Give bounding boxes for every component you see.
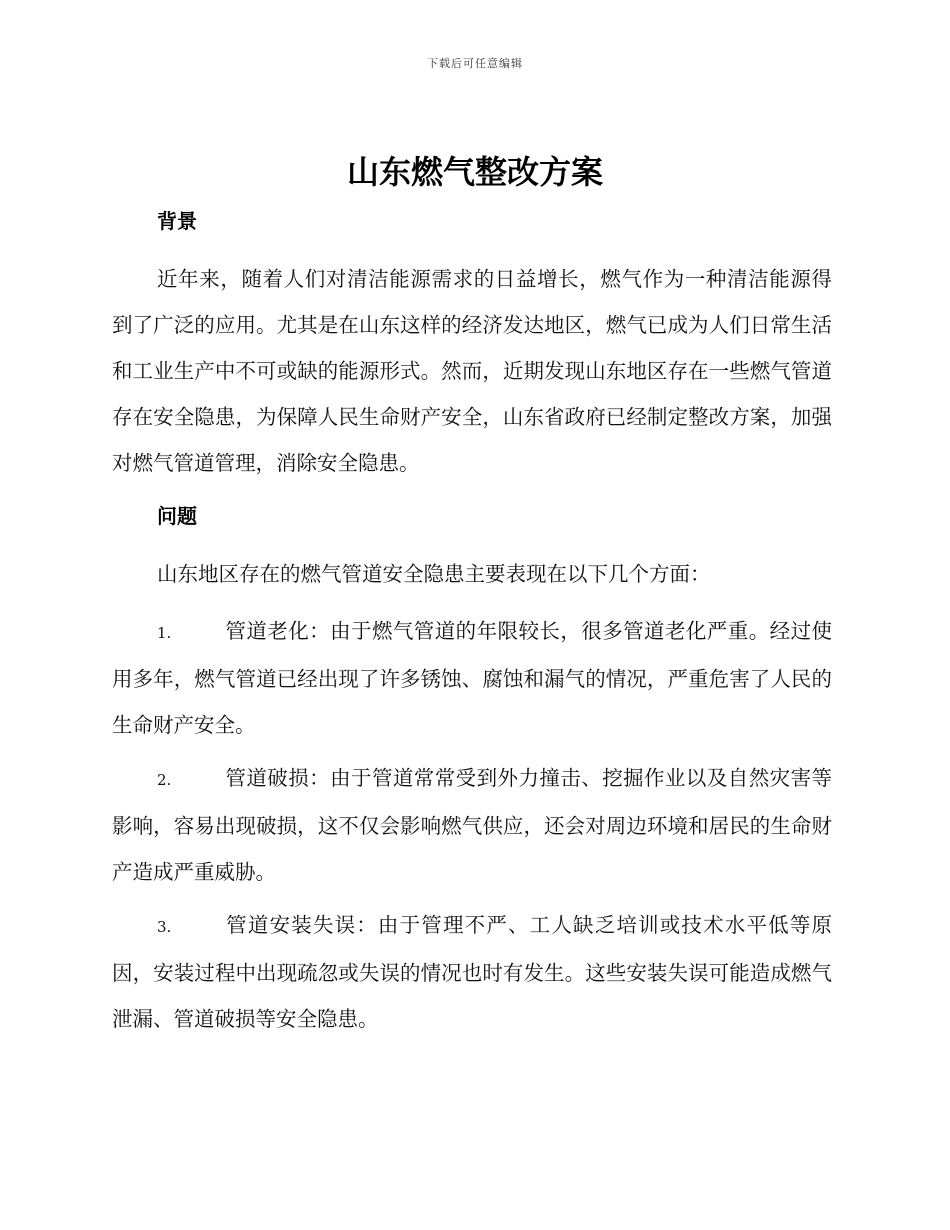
background-paragraph: 近年来，随着人们对清洁能源需求的日益增长，燃气作为一种清洁能源得到了广泛的应用。尤其是在山东这样的经济发达地区，燃气已成为人们日常生活和工业生产中不可或缺的能源形式。然而，近期发现山东地区存在一些燃气管道存在安全隐患，为保障人民生命财产安全，山东省政府已经制定整改方案，加强对燃气管道管理，消除安全隐患。 — [112, 267, 832, 475]
list-item-number: 1. — [157, 624, 172, 642]
list-item — [112, 755, 832, 895]
list-item-number: 3. — [157, 918, 172, 936]
list-item — [112, 608, 832, 748]
list-item-text: 管道老化：由于燃气管道的年限较长，很多管道老化严重。经过使用多年，燃气管道已经出现了许多锈蚀、腐蚀和漏气的情况，严重危害了人民的生命财产安全。 — [112, 619, 832, 737]
list-item-number: 2. — [157, 771, 172, 789]
section-heading-problems: 问题 — [157, 504, 197, 528]
list-item-text: 管道安装失误：由于管理不严、工人缺乏培训或技术水平低等原因，安装过程中出现疏忽或失误的情况也时有发生。这些安装失误可能造成燃气泄漏、管道破损等安全隐患。 — [112, 913, 832, 1031]
problems-intro: 山东地区存在的燃气管道安全隐患主要表现在以下几个方面： — [157, 562, 711, 586]
list-item — [112, 902, 832, 1042]
list-item-text: 管道破损：由于管道常常受到外力撞击、挖掘作业以及自然灾害等影响，容易出现破损，这不仅会影响燃气供应，还会对周边环境和居民的生命财产造成严重威胁。 — [112, 766, 832, 884]
page-header-note: 下载后可任意编辑 — [427, 57, 523, 70]
section-heading-background: 背景 — [157, 209, 197, 233]
document-title: 山东燃气整改方案 — [346, 153, 603, 191]
